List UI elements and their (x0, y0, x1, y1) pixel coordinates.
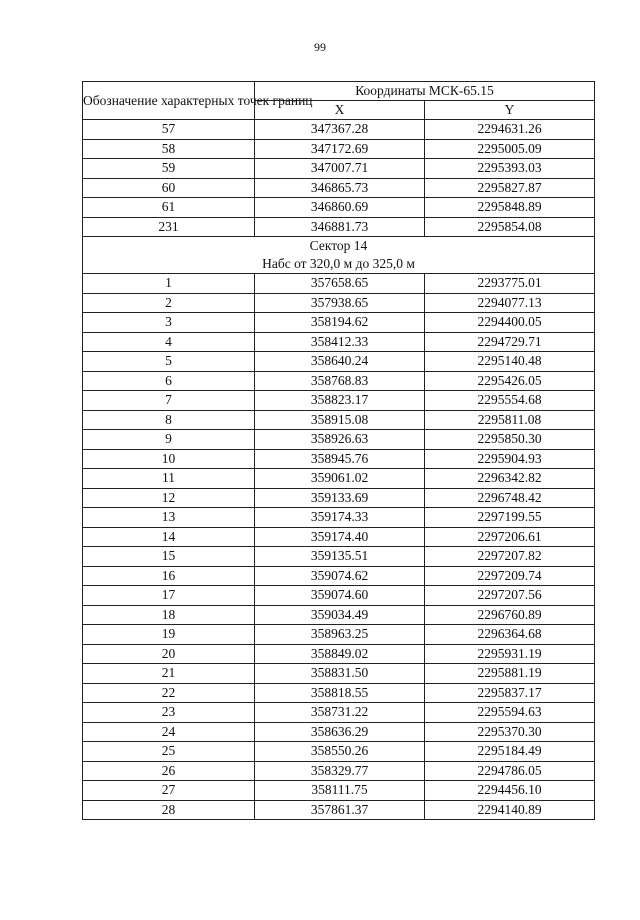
x-coordinate-cell: 359074.62 (255, 566, 425, 586)
y-coordinate-cell: 2293775.01 (425, 274, 595, 294)
x-coordinate-cell: 358111.75 (255, 781, 425, 801)
y-coordinate-cell: 2295850.30 (425, 430, 595, 450)
y-coordinate-cell: 2295837.17 (425, 683, 595, 703)
x-coordinate-cell: 357861.37 (255, 800, 425, 820)
table-row (83, 625, 595, 645)
point-column-header: Обозначение характерных точек границ (83, 82, 255, 120)
table-row (83, 605, 595, 625)
y-coordinate-cell: 2295848.89 (425, 198, 595, 218)
x-coordinate-cell: 346860.69 (255, 198, 425, 218)
x-coordinate-cell: 359174.33 (255, 508, 425, 528)
x-coordinate-cell: 357938.65 (255, 293, 425, 313)
point-id-cell: 10 (83, 449, 255, 469)
point-id-cell: 231 (83, 217, 255, 237)
section-rows (83, 274, 595, 820)
table-row (83, 508, 595, 528)
table-row (83, 198, 595, 218)
y-coordinate-cell: 2296342.82 (425, 469, 595, 489)
x-coordinate-cell: 358194.62 (255, 313, 425, 333)
point-id-cell: 14 (83, 527, 255, 547)
point-id-cell: 18 (83, 605, 255, 625)
y-coordinate-cell: 2295594.63 (425, 703, 595, 723)
point-id-cell: 1 (83, 274, 255, 294)
point-id-cell: 15 (83, 547, 255, 567)
coordinates-table (82, 81, 595, 820)
y-coordinate-cell: 2297207.82 (425, 547, 595, 567)
point-id-cell: 58 (83, 139, 255, 159)
x-coordinate-cell: 358831.50 (255, 664, 425, 684)
point-id-cell: 28 (83, 800, 255, 820)
table-row (83, 120, 595, 140)
x-coordinate-cell: 346881.73 (255, 217, 425, 237)
x-coordinate-cell: 359074.60 (255, 586, 425, 606)
point-id-cell: 26 (83, 761, 255, 781)
point-id-cell: 20 (83, 644, 255, 664)
point-id-cell: 27 (83, 781, 255, 801)
x-coordinate-cell: 359133.69 (255, 488, 425, 508)
table-row (83, 683, 595, 703)
table-row (83, 352, 595, 372)
y-coordinate-cell: 2297207.56 (425, 586, 595, 606)
table-row (83, 742, 595, 762)
y-coordinate-cell: 2295881.19 (425, 664, 595, 684)
y-coordinate-cell: 2294077.13 (425, 293, 595, 313)
table-row (83, 761, 595, 781)
table-row (83, 722, 595, 742)
section-subtitle: Набс от 320,0 м до 325,0 м (262, 256, 415, 271)
table-row (83, 449, 595, 469)
table-row (83, 644, 595, 664)
point-id-cell: 25 (83, 742, 255, 762)
point-id-cell: 5 (83, 352, 255, 372)
y-coordinate-cell: 2297199.55 (425, 508, 595, 528)
point-id-cell: 57 (83, 120, 255, 140)
x-coordinate-cell: 359061.02 (255, 469, 425, 489)
x-coordinate-cell: 358823.17 (255, 391, 425, 411)
table-row (83, 703, 595, 723)
x-coordinate-cell: 358636.29 (255, 722, 425, 742)
section-header-body (83, 237, 595, 274)
table-row (83, 586, 595, 606)
y-coordinate-cell: 2296364.68 (425, 625, 595, 645)
y-coordinate-cell: 2295854.08 (425, 217, 595, 237)
x-coordinate-cell: 359174.40 (255, 527, 425, 547)
point-id-cell: 3 (83, 313, 255, 333)
point-id-cell: 22 (83, 683, 255, 703)
point-id-cell: 61 (83, 198, 255, 218)
x-coordinate-cell: 359135.51 (255, 547, 425, 567)
y-coordinate-cell: 2296760.89 (425, 605, 595, 625)
y-coordinate-cell: 2294631.26 (425, 120, 595, 140)
table-row (83, 139, 595, 159)
section-title: Сектор 14 (309, 238, 368, 253)
table-header (83, 82, 595, 120)
y-coordinate-cell: 2297206.61 (425, 527, 595, 547)
table-row (83, 566, 595, 586)
point-id-cell: 6 (83, 371, 255, 391)
y-coordinate-cell: 2295140.48 (425, 352, 595, 372)
x-coordinate-cell: 358849.02 (255, 644, 425, 664)
table-row (83, 430, 595, 450)
table-row (83, 313, 595, 333)
table-row (83, 159, 595, 179)
table-row (83, 391, 595, 411)
y-column-header: Y (425, 101, 595, 120)
point-id-cell: 2 (83, 293, 255, 313)
y-coordinate-cell: 2295426.05 (425, 371, 595, 391)
point-id-cell: 23 (83, 703, 255, 723)
table-row (83, 293, 595, 313)
point-id-cell: 59 (83, 159, 255, 179)
x-coordinate-cell: 347007.71 (255, 159, 425, 179)
table-row (83, 371, 595, 391)
y-coordinate-cell: 2295904.93 (425, 449, 595, 469)
y-coordinate-cell: 2294456.10 (425, 781, 595, 801)
coordinate-system-header: Координаты МСК-65.15 (255, 82, 595, 101)
point-id-cell: 13 (83, 508, 255, 528)
table-row (83, 781, 595, 801)
x-coordinate-cell: 346865.73 (255, 178, 425, 198)
point-id-cell: 19 (83, 625, 255, 645)
table-row (83, 217, 595, 237)
rows-before-section (83, 120, 595, 237)
y-coordinate-cell: 2294400.05 (425, 313, 595, 333)
x-column-header: X (255, 101, 425, 120)
table-row (83, 178, 595, 198)
point-id-cell: 60 (83, 178, 255, 198)
y-coordinate-cell: 2294140.89 (425, 800, 595, 820)
point-id-cell: 11 (83, 469, 255, 489)
table-row (83, 527, 595, 547)
y-coordinate-cell: 2294786.05 (425, 761, 595, 781)
y-coordinate-cell: 2295005.09 (425, 139, 595, 159)
x-coordinate-cell: 347172.69 (255, 139, 425, 159)
x-coordinate-cell: 358768.83 (255, 371, 425, 391)
y-coordinate-cell: 2295931.19 (425, 644, 595, 664)
x-coordinate-cell: 358945.76 (255, 449, 425, 469)
y-coordinate-cell: 2295827.87 (425, 178, 595, 198)
y-coordinate-cell: 2295393.03 (425, 159, 595, 179)
x-coordinate-cell: 359034.49 (255, 605, 425, 625)
x-coordinate-cell: 358963.25 (255, 625, 425, 645)
y-coordinate-cell: 2295811.08 (425, 410, 595, 430)
x-coordinate-cell: 358915.08 (255, 410, 425, 430)
x-coordinate-cell: 358818.55 (255, 683, 425, 703)
table-row (83, 274, 595, 294)
table-row (83, 800, 595, 820)
y-coordinate-cell: 2294729.71 (425, 332, 595, 352)
point-id-cell: 9 (83, 430, 255, 450)
page-number: 99 (314, 40, 326, 54)
table-row (83, 547, 595, 567)
point-id-cell: 21 (83, 664, 255, 684)
point-id-cell: 7 (83, 391, 255, 411)
y-coordinate-cell: 2295370.30 (425, 722, 595, 742)
point-id-cell: 17 (83, 586, 255, 606)
x-coordinate-cell: 347367.28 (255, 120, 425, 140)
table-row (83, 410, 595, 430)
x-coordinate-cell: 358329.77 (255, 761, 425, 781)
x-coordinate-cell: 358550.26 (255, 742, 425, 762)
section-header (83, 237, 595, 274)
point-id-cell: 8 (83, 410, 255, 430)
x-coordinate-cell: 357658.65 (255, 274, 425, 294)
point-id-cell: 4 (83, 332, 255, 352)
table-row (83, 469, 595, 489)
x-coordinate-cell: 358731.22 (255, 703, 425, 723)
point-id-cell: 24 (83, 722, 255, 742)
y-coordinate-cell: 2296748.42 (425, 488, 595, 508)
x-coordinate-cell: 358412.33 (255, 332, 425, 352)
y-coordinate-cell: 2295554.68 (425, 391, 595, 411)
table-row (83, 488, 595, 508)
table-row (83, 332, 595, 352)
table-row (83, 664, 595, 684)
x-coordinate-cell: 358640.24 (255, 352, 425, 372)
y-coordinate-cell: 2295184.49 (425, 742, 595, 762)
point-id-cell: 16 (83, 566, 255, 586)
point-id-cell: 12 (83, 488, 255, 508)
y-coordinate-cell: 2297209.74 (425, 566, 595, 586)
x-coordinate-cell: 358926.63 (255, 430, 425, 450)
